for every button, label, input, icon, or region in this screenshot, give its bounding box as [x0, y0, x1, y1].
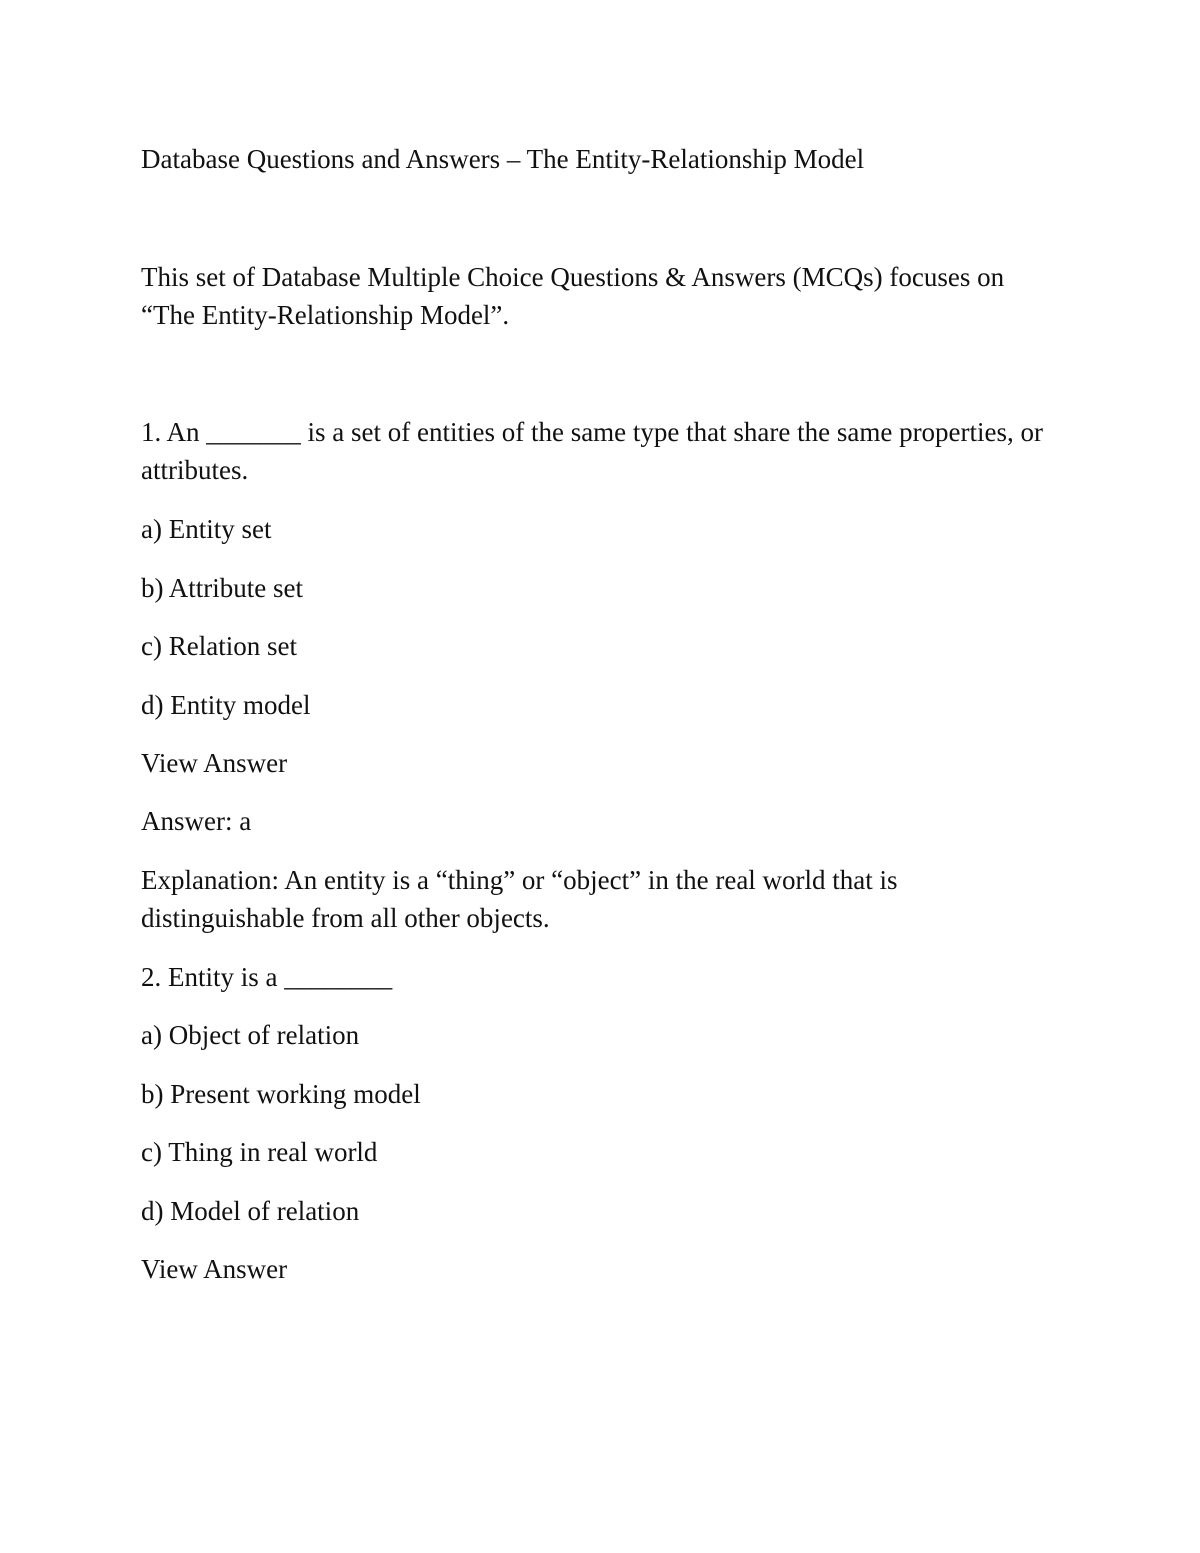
intro-paragraph: This set of Database Multiple Choice Questions & Answers (MCQs) focuses on “The Entity-Relationship Model”. [141, 262, 1005, 330]
question-2-option-d: d) Model of relation [141, 1196, 360, 1226]
question-1-view-answer: View Answer [141, 748, 288, 778]
question-1-option-d: d) Entity model [141, 690, 311, 720]
document-title: Database Questions and Answers – The Entity-Relationship Model [141, 144, 865, 174]
question-1-explanation: Explanation: An entity is a “thing” or “object” in the real world that is distinguishable from all other objects. [141, 865, 898, 933]
question-2-view-answer: View Answer [141, 1254, 288, 1284]
question-1-answer: Answer: a [141, 806, 252, 836]
question-2-option-a: a) Object of relation [141, 1020, 360, 1050]
question-1-option-b: b) Attribute set [141, 573, 303, 603]
question-1-option-a: a) Entity set [141, 514, 272, 544]
question-2-option-b: b) Present working model [141, 1079, 421, 1109]
question-2-option-c: c) Thing in real world [141, 1137, 378, 1167]
question-1-text: 1. An _______ is a set of entities of the same type that share the same properties, or attributes. [141, 417, 1044, 485]
question-2-text: 2. Entity is a ________ [141, 962, 393, 992]
question-1-option-c: c) Relation set [141, 631, 297, 661]
